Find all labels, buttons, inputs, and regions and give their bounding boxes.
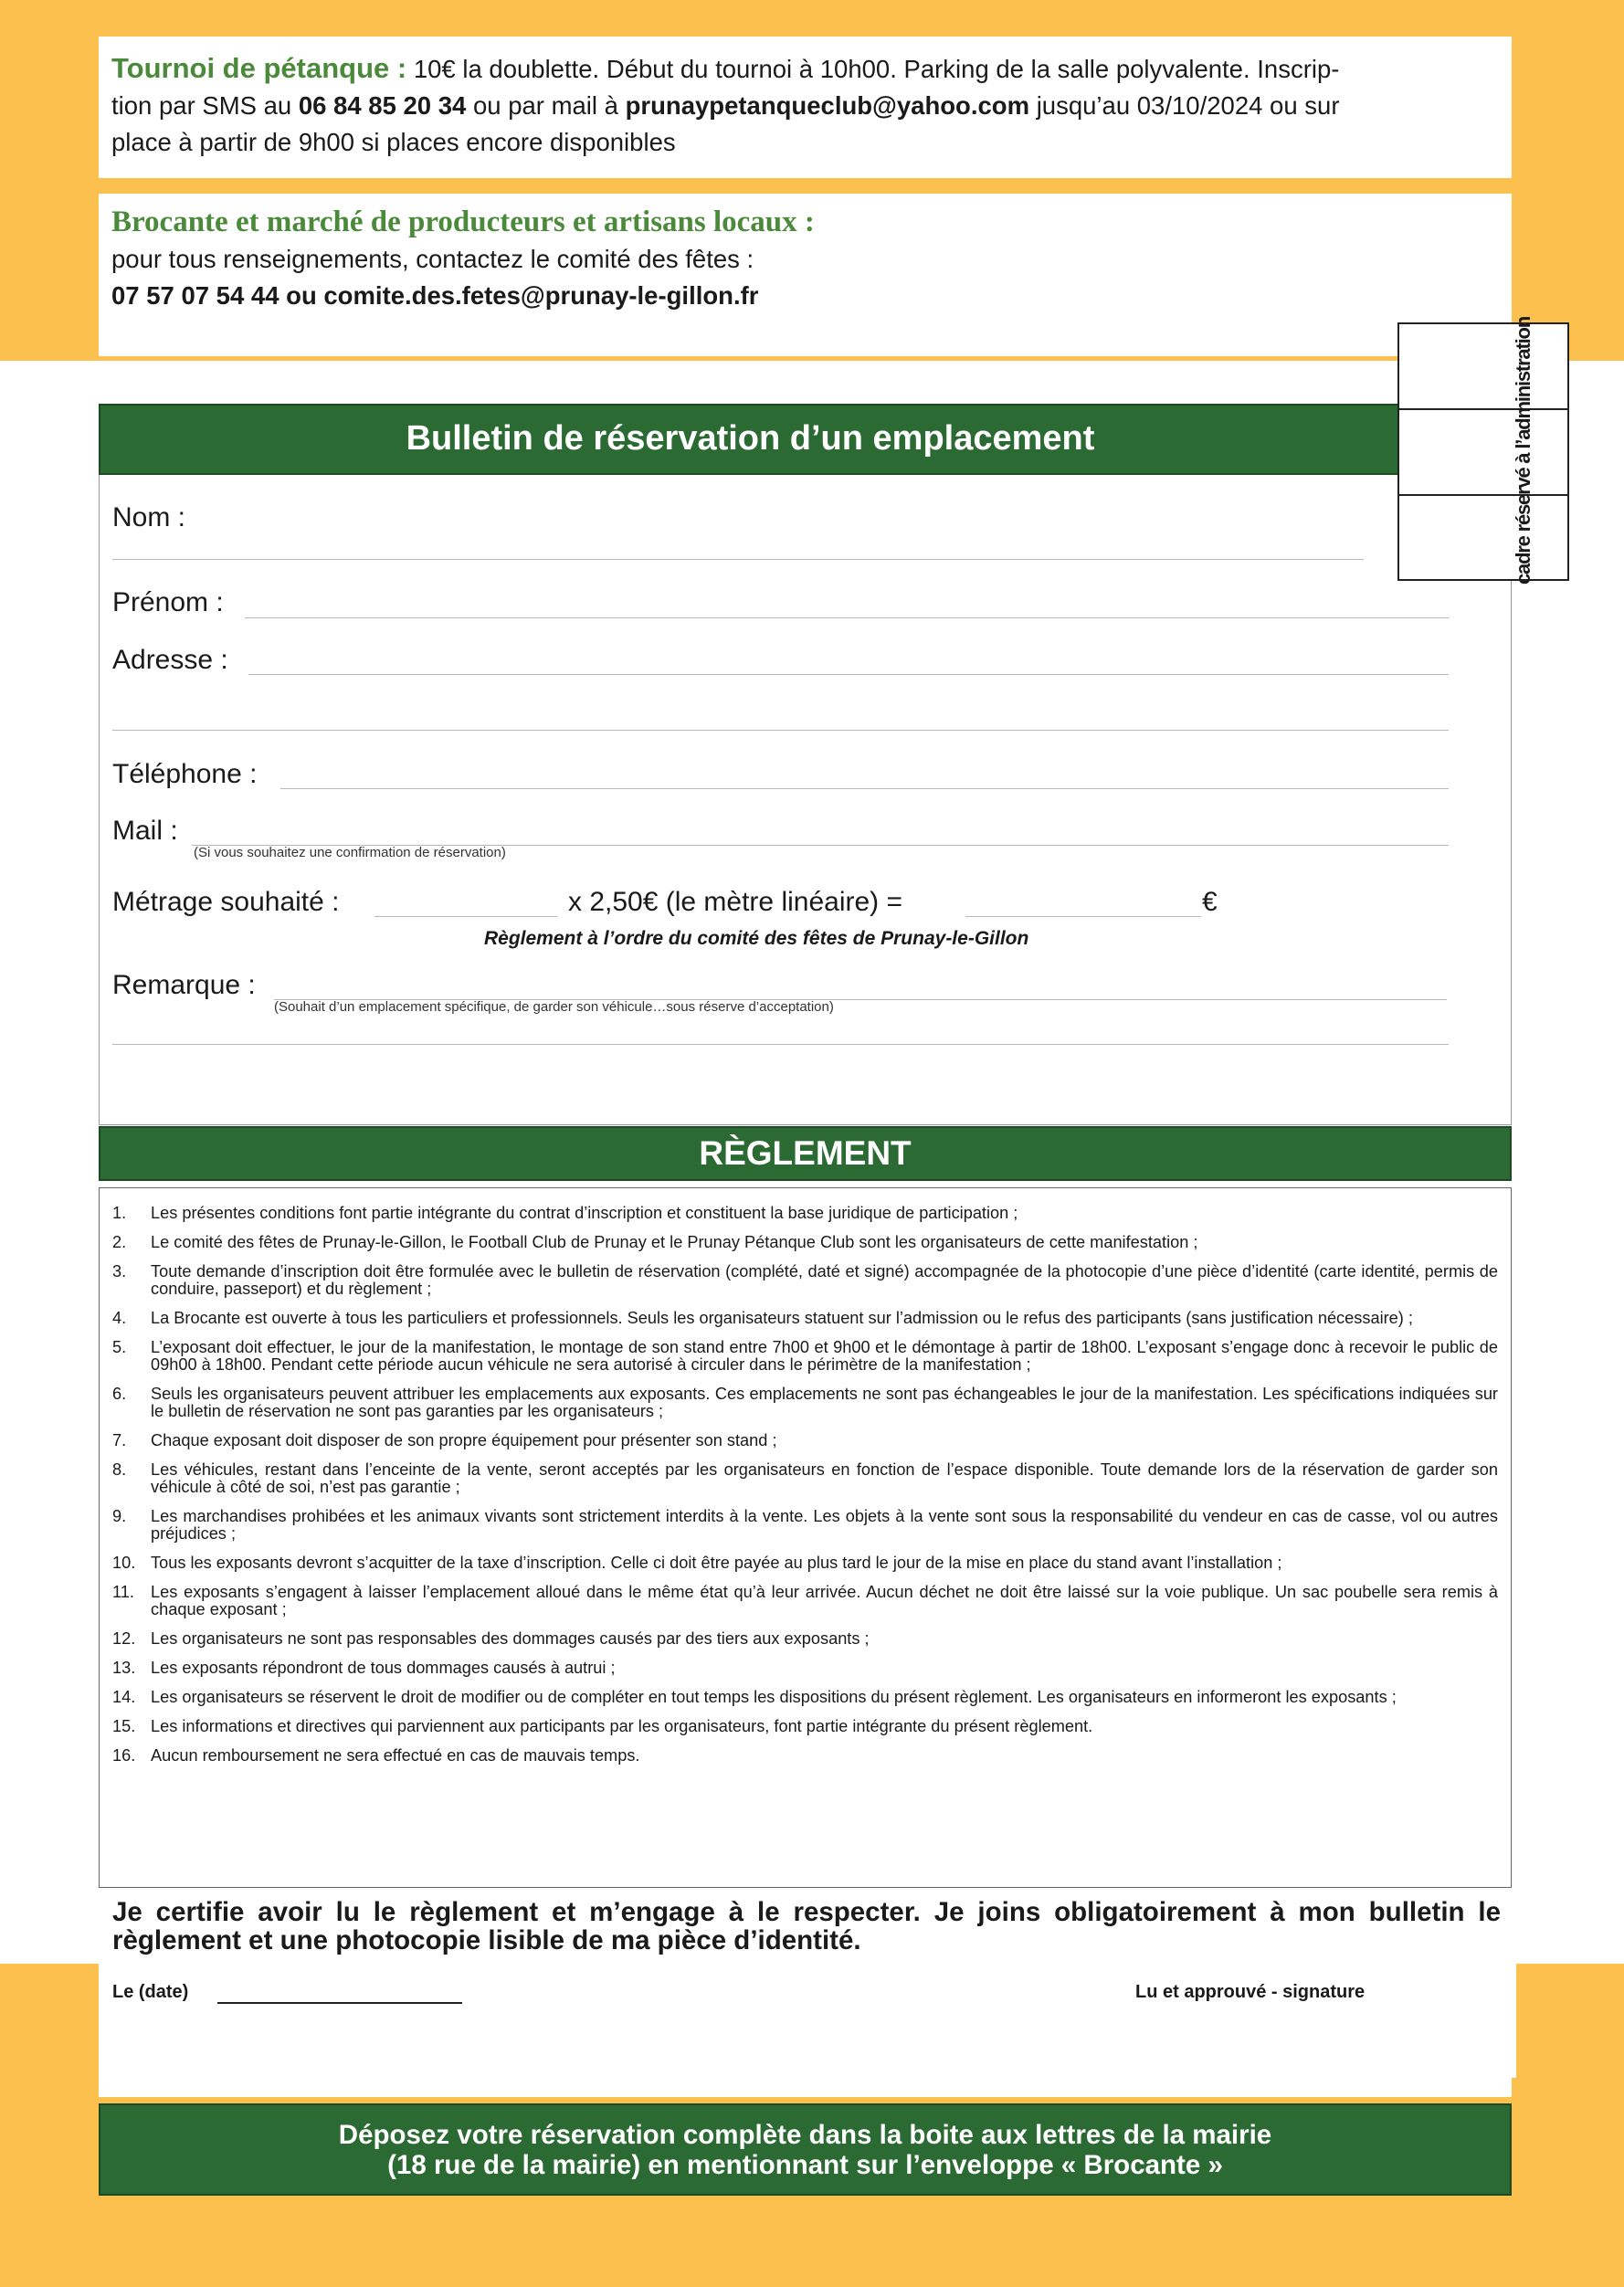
date-label: Le (date) [112,1982,189,2002]
tournoi-phone: 06 84 85 20 34 [298,91,467,120]
telephone-label: Téléphone : [112,759,258,789]
rule-number: 9. [112,1507,127,1525]
mail-note: (Si vous souhaitez une confirmation de réservation) [194,845,506,860]
certify-text: Je certifie avoir lu le règlement et m’engage à le respecter. Je joins obligatoirement à mon bulletin le règlement et une photocopie lisible de ma pièce d’identité. [112,1897,1501,1955]
rule-item [112,1584,1498,1618]
rule-item [112,1263,1498,1298]
adresse-label: Adresse : [112,645,228,675]
tournoi-card [99,37,1512,178]
adresse-input[interactable] [248,674,1449,675]
rule-item [112,1630,1498,1648]
rule-number: 7. [112,1431,127,1449]
tournoi-title: Tournoi de pétanque : [111,52,407,84]
telephone-input[interactable] [280,788,1449,789]
rule-text: Chaque exposant doit disposer de son propre équipement pour présenter son stand ; [151,1431,777,1449]
rule-text: Les exposants répondront de tous dommages causés à autrui ; [151,1659,616,1677]
tournoi-text-1: 10€ la doublette. Début du tournoi à 10h00. Parking de la salle polyvalente. Inscrip- [413,55,1340,83]
rule-item [112,1555,1498,1572]
rule-item [112,1386,1498,1420]
date-input[interactable] [217,2002,462,2004]
metrage-label: Métrage souhaité : [112,887,340,917]
rule-item [112,1234,1498,1251]
rule-item [112,1205,1498,1222]
remarque-label: Remarque : [112,970,256,1000]
rule-text: Les organisateurs ne sont pas responsables des dommages causés par des tiers aux exposants ; [151,1629,870,1648]
rule-item [112,1432,1498,1449]
rules-box [99,1187,1512,1888]
metrage-price: x 2,50€ (le mètre linéaire) = [568,887,903,917]
metrage-input[interactable] [374,916,557,917]
form-header-text: Bulletin de réservation d’un emplacement [406,419,1095,458]
prenom-input[interactable] [245,617,1449,618]
brocante-card [99,194,1512,356]
rule-number: 3. [112,1262,127,1281]
rule-number: 4. [112,1309,127,1327]
rule-item [112,1461,1498,1496]
rule-item [112,1310,1498,1327]
rule-text: Aucun remboursement ne sera effectué en cas de mauvais temps. [151,1746,640,1765]
rule-text: Toute demande d’inscription doit être formulée avec le bulletin de réservation (complété, daté et signé) accompagnée de la photocopie d’une pièce d’identité (carte identité, permis de conduire, passeport) et du règlement ; [151,1262,1498,1298]
admin-box-label: cadre réservé à l’administration [1512,317,1534,585]
brocante-text: pour tous renseignements, contactez le comité des fêtes : [111,245,754,273]
rule-item [112,1339,1498,1374]
rule-number: 14. [112,1688,136,1706]
brocante-contact: 07 57 07 54 44 ou comite.des.fetes@prunay-le-gillon.fr [111,281,759,310]
rule-number: 1. [112,1204,127,1222]
metrage-total-input[interactable] [965,916,1201,917]
rule-number: 8. [112,1460,127,1479]
reglement-order: Règlement à l’ordre du comité des fêtes de Prunay-le-Gillon [484,928,1029,949]
currency-symbol: € [1202,887,1218,917]
rule-number: 12. [112,1629,136,1648]
form-header [99,404,1512,475]
rule-text: Le comité des fêtes de Prunay-le-Gillon, le Football Club de Prunay et le Prunay Pétanque Club sont les organisateurs de cette manifestation ; [151,1233,1198,1251]
rule-text: Les exposants s’engagent à laisser l’emplacement alloué dans le même état qu’à leur arrivée. Aucun déchet ne doit être laissé sur la voie publique. Un sac poubelle sera remis à chaque exposant ; [151,1583,1498,1618]
remarque-input-2[interactable] [112,1044,1449,1045]
reservation-form [99,404,1512,1125]
tournoi-text-2b: ou par mail à [472,91,618,120]
tournoi-email: prunaypetanqueclub@yahoo.com [625,91,1030,120]
rule-text: Seuls les organisateurs peuvent attribuer les emplacements aux exposants. Ces emplacements ne sont pas échangeables le jour de la manifestation. Les spécifications indiquées sur le bulletin de réservation ne sont pas garanties par les organisateurs ; [151,1385,1498,1420]
footer-line-2: (18 rue de la mairie) en mentionnant sur l’enveloppe « Brocante » [387,2150,1223,2180]
rule-number: 16. [112,1746,136,1765]
rule-number: 5. [112,1338,127,1356]
rule-text: Les marchandises prohibées et les animaux vivants sont strictement interdits à la vente. Les objets à la vente sont sous la responsabilité du vendeur en cas de casse, vol ou autres préjudices ; [151,1507,1498,1543]
rule-number: 2. [112,1233,127,1251]
rule-text: Les présentes conditions font partie intégrante du contrat d’inscription et constituent la base juridique de participation ; [151,1204,1018,1222]
tournoi-text-3: place à partir de 9h00 si places encore disponibles [111,128,676,156]
remarque-note: (Souhait d’un emplacement spécifique, de garder son véhicule…sous réserve d’acceptation) [274,999,834,1015]
rule-text: Tous les exposants devront s’acquitter de la taxe d’inscription. Celle ci doit être payée au plus tard le jour de la mise en place du stand avant l’installation ; [151,1554,1282,1572]
rule-text: Les informations et directives qui parviennent aux participants par les organisateurs, font partie intégrante du présent règlement. [151,1717,1093,1735]
rule-item [112,1660,1498,1677]
rule-number: 6. [112,1385,127,1403]
brocante-title: Brocante et marché de producteurs et artisans locaux : [111,206,815,238]
adresse-input-2[interactable] [112,730,1449,731]
tournoi-text-2c: jusqu’au 03/10/2024 ou sur [1036,91,1340,120]
nom-input[interactable] [112,559,1364,560]
rule-item [112,1689,1498,1706]
mail-label: Mail : [112,816,178,846]
rule-text: L’exposant doit effectuer, le jour de la manifestation, le montage de son stand entre 7h00 et 9h00 et le démontage à partir de 18h00. L’exposant s’engage donc à recevoir le public de 09h00 à 18h00. Pendant cette période aucun véhicule ne sera autorisé à circuler dans le périmètre de la manifestation ; [151,1338,1498,1374]
rule-item [112,1747,1498,1765]
tournoi-text-2a: tion par SMS au [111,91,292,120]
footer-line-1: Déposez votre réservation complète dans la boite aux lettres de la mairie [338,2120,1272,2150]
rule-text: Les véhicules, restant dans l’enceinte de la vente, seront acceptés par les organisateurs en fonction de l’espace disponible. Toute demande lors de la réservation de garder son véhicule à côté de soi, n’est pas garantie ; [151,1460,1498,1496]
rule-number: 11. [112,1583,134,1601]
rule-item [112,1508,1498,1543]
nom-label: Nom : [112,502,186,532]
rule-number: 15. [112,1717,136,1735]
rule-text: La Brocante est ouverte à tous les particuliers et professionnels. Seuls les organisateurs statuent sur l’admission ou le refus des participants (sans justification nécessaire) ; [151,1309,1413,1327]
prenom-label: Prénom : [112,587,224,617]
footer-banner [99,2103,1512,2196]
rules-header: RÈGLEMENT [99,1126,1512,1181]
rules-list [112,1205,1498,1765]
rule-item [112,1718,1498,1735]
rule-number: 10. [112,1554,136,1572]
rule-text: Les organisateurs se réservent le droit de modifier ou de compléter en tout temps les dispositions du présent règlement. Les organisateurs en informeront les exposants ; [151,1688,1397,1706]
signature-label: Lu et approuvé - signature [1135,1982,1366,2002]
rule-number: 13. [112,1659,136,1677]
